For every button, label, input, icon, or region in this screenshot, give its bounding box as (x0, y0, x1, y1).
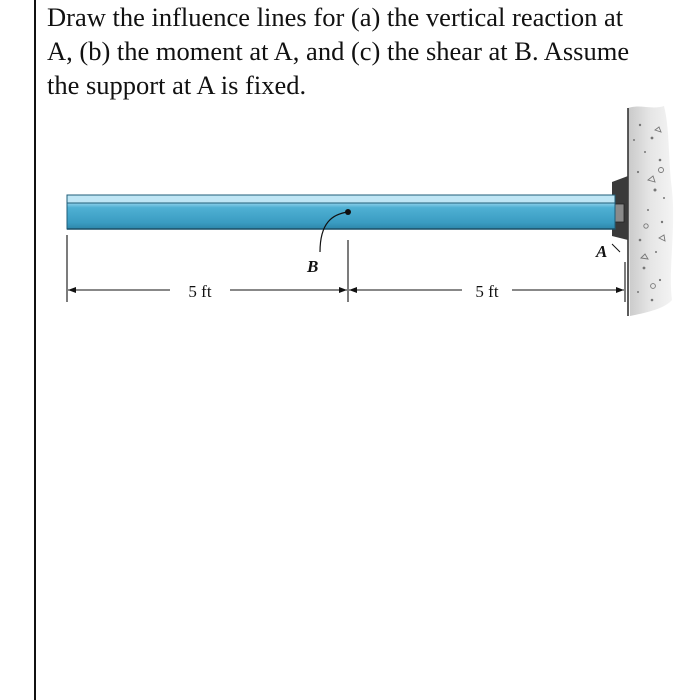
dimension-right-label: 5 ft (475, 282, 499, 301)
fixed-wall-support (612, 106, 673, 316)
point-b-label: B (307, 257, 319, 276)
support-a-leader (612, 244, 620, 252)
problem-line-2: A, (b) the moment at A, and (c) the shear at B. Assume (47, 36, 630, 66)
beam (67, 195, 615, 229)
support-a-label: A (596, 242, 608, 261)
problem-line-3: the support at A is fixed. (47, 70, 307, 100)
dimension-lines (67, 235, 625, 302)
dimension-left-label: 5 ft (188, 282, 212, 301)
problem-line-1: Draw the influence lines for (a) the vertical reaction at (47, 2, 624, 32)
